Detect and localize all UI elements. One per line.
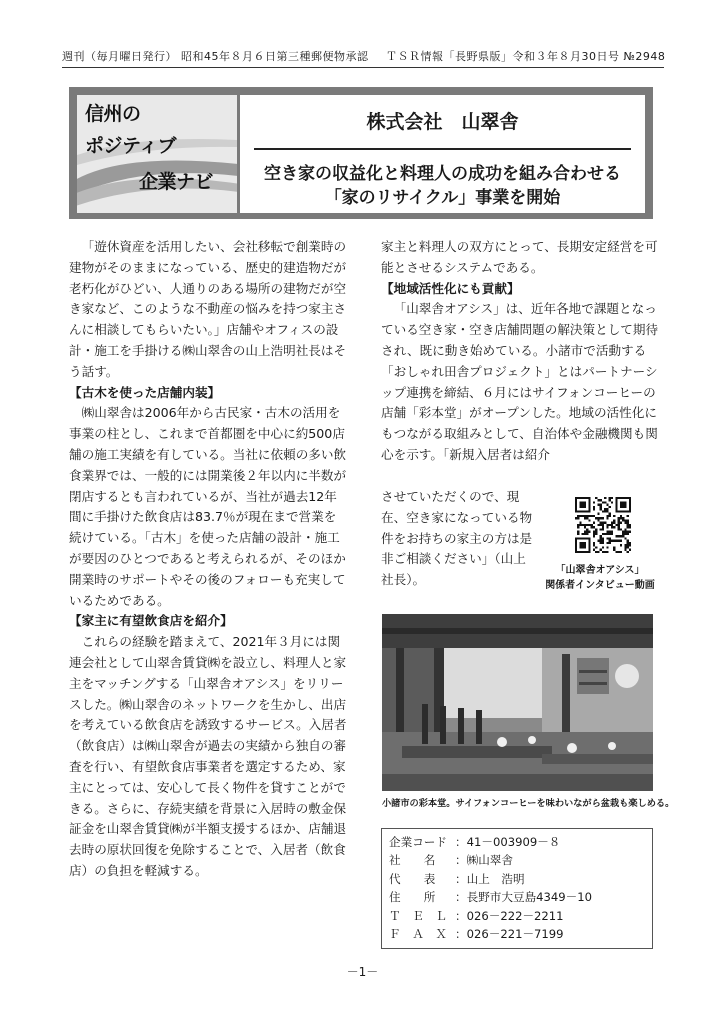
info-key: 住 所 [389, 890, 436, 905]
masthead-rule [62, 67, 664, 68]
info-row-fax [389, 925, 652, 943]
paragraph-continued: 家主と料理人の双方にとって、長期安定経営を可能とさせるシステムである。 [381, 239, 658, 275]
section-heading-chiiki: 【地域活性化にも貢献】 [381, 280, 520, 296]
masthead-left: 週刊（毎月曜日発行） 昭和45年８月６日第三種郵便物承認 [62, 50, 369, 63]
info-key: Ｔ Ｅ Ｌ [389, 908, 447, 923]
paragraph-kogi: ㈱山翠舎は2006年から古民家・古木の活用を事業の柱とし、これまで首都圏を中心に約500店舗の施工実績を有している。当社に依頼の多い飲食業界では、一般的には開業後２年以内に半数が閉店するとも言われているが、当社が過去12年間に手掛けた飲食店は83.7％が現在まで営業を続けている。「古木」を使った店舗の設計・施工が要因のひとつであると考えられるが、そのほか開業時のサポートやその後のフォローも充実しているためである。 [69, 405, 347, 608]
qr-caption-line1: 「山翠舎オアシス」 [555, 565, 645, 576]
company-name: 株式会社 山翠舎 [366, 111, 519, 133]
page-number: －1－ [346, 965, 379, 979]
paragraph-tail [381, 487, 537, 591]
company-info-box [381, 828, 653, 949]
qr-caption [538, 563, 662, 593]
info-key: 代 表 [389, 871, 436, 886]
info-row-name [389, 851, 652, 869]
info-key: 企業コード [389, 835, 447, 849]
section-heading-kogi: 【古木を使った店舗内装】 [69, 384, 221, 400]
qr-code[interactable] [575, 497, 631, 553]
info-row-address [389, 888, 652, 906]
info-value: ：長野市大豆島4349－10 [455, 890, 593, 905]
paragraph-yanushi: これらの経験を踏まえて、2021年３月には関連会社として山翠舎賃貸㈱を設立し、料理人と家主をマッチングする「山翠舎オアシス」をリリースした。㈱山翠舎のネットワークを生かし、出店を考えている飲食店を誘致するサービス。入居者（飲食店）は㈱山翠舎が過去の実績から独自の審査を行い、有望飲食店事業者を選定するため、家主にとっては、安心して長く物件を貸すことができる。さらに、存続実績を背景に入居時の敷金保証金を山翠舎賃貸㈱が半額支援するほか、店舗退去時の原状回復を免除することで、入居者（飲食店）の負担を軽減する。 [69, 634, 347, 878]
logo-line3: 企業ナビ [139, 171, 214, 193]
paragraph-chiiki: 「山翠舎オアシス」は、近年各地で課題となっている空き家・空き店舗問題の解決策として期待され、既に動き始めている。小諸市で活動する「おしゃれ田舎プロジェクト」とはパートナーシップ連携を締結、６月にはサイフォンコーヒーの店舗「彩本堂」がオープンした。地域の活性化にもつながる取組みとして、自治体や金融機関も関心を示す。「新規入居者は紹介 [381, 301, 659, 462]
info-key: Ｆ Ａ Ｘ [389, 927, 447, 942]
section-heading-yanushi: 【家主に有望飲食店を紹介】 [69, 613, 233, 629]
shop-interior-photo [382, 614, 653, 791]
paragraph-chiiki-tail: させていただくので、現在、空き家になっている物件をお持ちの家主の方は是非ご相談ください」（山上社長）。 [381, 489, 533, 588]
info-value: ：026－221－7199 [455, 927, 564, 942]
info-key: 社 名 [389, 853, 436, 868]
left-column [69, 237, 348, 882]
headline-line2: 「家のリサイクル」事業を開始 [324, 188, 561, 208]
info-value: ：41－003909－８ [455, 835, 561, 849]
info-value: ：026－222－2211 [455, 908, 564, 923]
title-box [240, 95, 645, 213]
info-value: ：㈱山翠舎 [455, 853, 513, 868]
title-rule [254, 148, 631, 150]
qr-caption-line2: 関係者インタビュー動画 [545, 580, 655, 591]
logo-line1: 信州の [85, 103, 141, 125]
info-row-tel [389, 907, 652, 925]
right-column [381, 237, 660, 466]
positive-navi-logo [77, 95, 237, 213]
intro-paragraph: 「遊休資産を活用したい、会社移転で創業時の建物がそのままになっている、歴史的建造物だが老朽化がひどい、人通りのある場所の建物だが空き家など、このような不動産の悩みを持つ家主さんに相談してもらいたい。」店舗やオフィスの設計・施工を手掛ける㈱山翠舎の山上浩明社長はそう話す。 [69, 239, 347, 379]
info-row-rep [389, 870, 652, 888]
info-value: ：山上 浩明 [455, 871, 525, 886]
logo-line2: ポジティブ [85, 135, 176, 157]
photo-caption: 小諸市の彩本堂。サイフォンコーヒーを味わいながら盆栽も楽しめる。 [382, 798, 675, 809]
headline-line1: 空き家の収益化と料理人の成功を組み合わせる [264, 164, 621, 184]
info-row-code [389, 833, 652, 851]
masthead-right: ＴＳＲ情報「長野県版」令和３年８月30日号 №2948 [386, 50, 666, 63]
